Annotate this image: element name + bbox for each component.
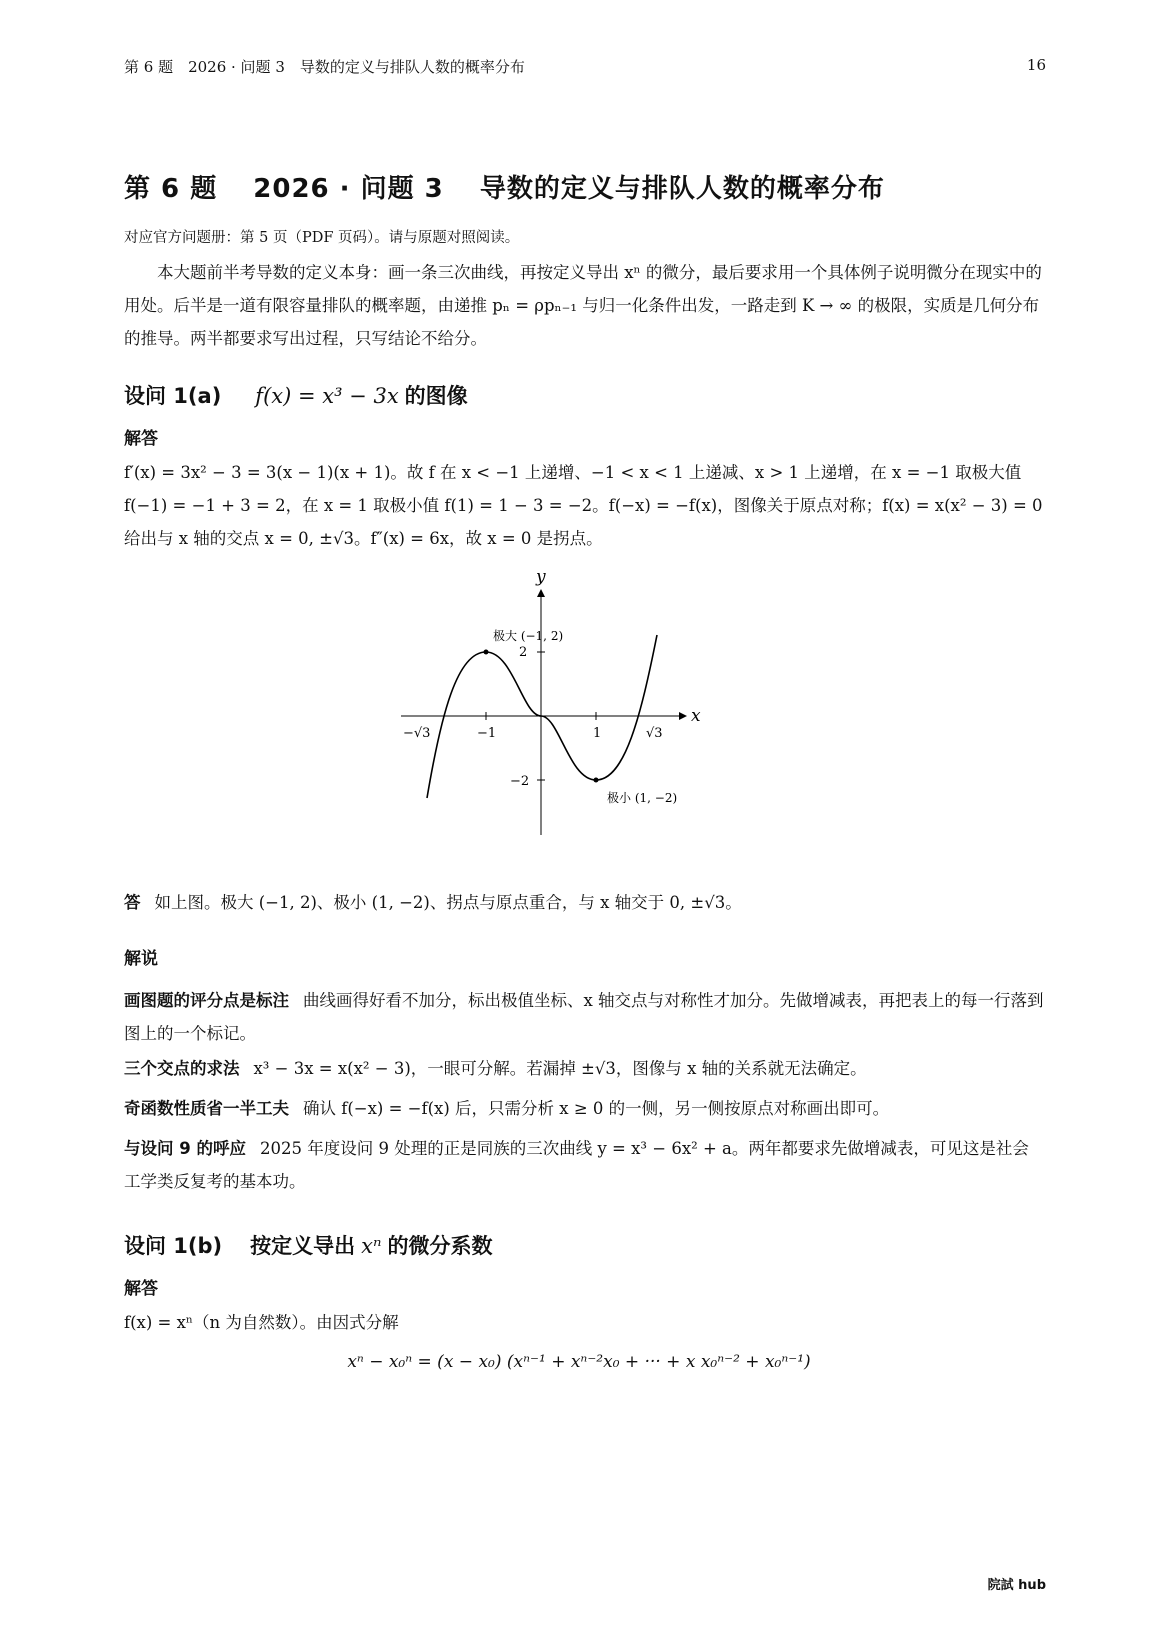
q1a-suffix: 的图像 — [404, 384, 468, 408]
cubic-graph-figure — [395, 565, 715, 845]
q1a-answer-heading: 解答 — [124, 429, 158, 449]
final-answer-label: 答 — [124, 893, 141, 912]
max-point — [484, 650, 489, 655]
note-1-title: 画图题的评分点是标注 — [124, 991, 289, 1010]
max-annotation: 极大 (−1, 2) — [493, 629, 564, 643]
note-2 — [124, 1052, 1044, 1085]
section-title — [124, 168, 911, 205]
note-2-title: 三个交点的求法 — [124, 1059, 240, 1078]
tick-label-y-neg2: −2 — [510, 774, 530, 789]
q1a-heading — [124, 380, 468, 410]
note-1 — [124, 984, 1044, 1050]
note-4-title: 与设问 9 的呼应 — [124, 1139, 246, 1158]
note-4-text: 2025 年度设问 9 处理的正是同族的三次曲线 y = x³ − 6x² + a。两年都要求先做增减表，可见这是社会工学类反复考的基本功。 — [124, 1139, 1029, 1191]
tick-label-sqrt3: √3 — [646, 726, 663, 741]
min-point — [594, 778, 599, 783]
x-axis-label: x — [691, 706, 701, 726]
factorization-equation: xⁿ − x₀ⁿ = (x − x₀) (xⁿ⁻¹ + xⁿ⁻²x₀ + ··· + x x₀ⁿ⁻² + x₀ⁿ⁻¹) — [347, 1352, 811, 1372]
tick-label-neg1: −1 — [477, 726, 497, 741]
q1b-intro: f(x) = xⁿ（n 为自然数）。由因式分解 — [124, 1313, 399, 1332]
title-part-2: 2026 · 问题 3 — [253, 174, 444, 204]
note-4 — [124, 1132, 1044, 1198]
tick-label-neg-sqrt3: −√3 — [403, 726, 431, 741]
q1a-answer-text: f′(x) = 3x² − 3 = 3(x − 1)(x + 1)。故 f 在 x < −1 上递增、−1 < x < 1 上递减、x > 1 上递增，在 x = −1 取极大值 f(−1) = −1 + 3 = 2，在 x = 1 取极小值 f(1) = 1 − 3 = −2。f(−x) = −f(x)，图像关于原点对称；f(x) = x(x² − 3) = 0 给出与 x 轴的交点 x = 0, ±√3。f″(x) = 6x，故 x = 0 是拐点。 — [124, 463, 1043, 548]
q1b-heading — [124, 1230, 493, 1260]
note-2-text: x³ − 3x = x(x² − 3)，一眼可分解。若漏掉 ±√3，图像与 x 轴的关系就无法确定。 — [253, 1059, 867, 1078]
q1b-title-post: 的微分系数 — [387, 1234, 493, 1258]
source-note: 对应官方问题册：第 5 页（PDF 页码）。请与原题对照阅读。 — [124, 230, 520, 246]
q1b-math: xⁿ — [361, 1234, 382, 1258]
footer-brand: 院試 hub — [987, 1578, 1046, 1593]
final-answer-text: 如上图。极大 (−1, 2)、极小 (1, −2)、拐点与原点重合，与 x 轴交于 0, ±√3。 — [154, 893, 742, 912]
q1b-title-pre: 按定义导出 — [250, 1234, 356, 1258]
running-header — [124, 56, 1046, 77]
note-3-title: 奇函数性质省一半工夫 — [124, 1099, 289, 1118]
title-part-1: 第 6 题 — [124, 174, 218, 204]
tick-label-1: 1 — [593, 726, 602, 741]
title-part-3: 导数的定义与排队人数的概率分布 — [479, 174, 885, 204]
page-number: 16 — [1026, 56, 1046, 74]
intro-paragraph: 本大题前半考导数的定义本身：画一条三次曲线，再按定义导出 xⁿ 的微分，最后要求用一个具体例子说明微分在现实中的用处。后半是一道有限容量排队的概率题，由递推 pₙ = ρpₙ₋₁ 与归一化条件出发，一路走到 K → ∞ 的极限，实质是几何分布的推导。两半都要求写出过程，只写结论不给分。 — [124, 263, 1042, 348]
header-title: 第 6 题 2026 · 问题 3 导数的定义与排队人数的概率分布 — [124, 58, 525, 76]
q1a-label: 设问 1(a) — [124, 384, 222, 408]
y-axis-label: y — [536, 567, 546, 587]
note-1-text: 曲线画得好看不加分，标出极值坐标、x 轴交点与对称性才加分。先做增减表，再把表上的每一行落到图上的一个标记。 — [124, 991, 1044, 1043]
note-3-text: 确认 f(−x) = −f(x) 后，只需分析 x ≥ 0 的一侧，另一侧按原点对称画出即可。 — [303, 1099, 890, 1118]
q1a-math: f(x) = x³ − 3x — [255, 384, 399, 408]
q1a-final-answer — [124, 886, 1044, 919]
min-annotation: 极小 (1, −2) — [607, 791, 678, 805]
y-axis-arrow — [537, 589, 545, 597]
q1b-answer-heading: 解答 — [124, 1279, 158, 1299]
note-3 — [124, 1092, 1044, 1125]
explain-heading: 解说 — [124, 949, 158, 969]
x-axis-arrow — [679, 712, 687, 720]
tick-label-y-2: 2 — [519, 645, 528, 660]
q1b-label: 设问 1(b) — [124, 1234, 223, 1258]
